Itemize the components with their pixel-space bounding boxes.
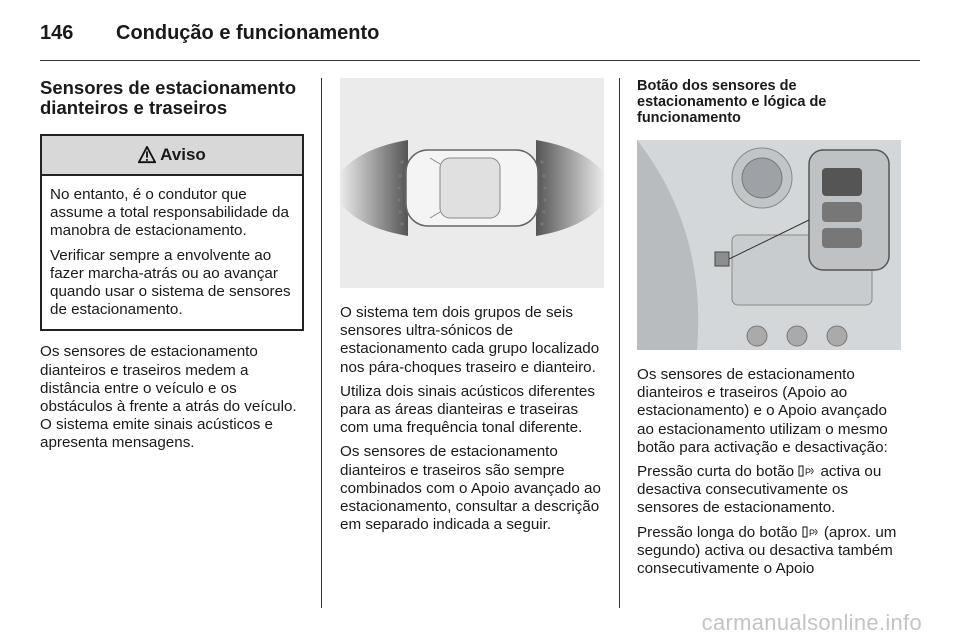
header-rule (40, 60, 920, 61)
watermark: carmanualsonline.info (701, 610, 922, 635)
svg-text:P: P (805, 467, 812, 478)
paragraph-text: Pressão curta do botão (637, 463, 799, 481)
body-paragraph (637, 524, 901, 579)
body-paragraph: O sistema tem dois grupos de seis sensores ultra-sónicos de estacionamento cada grupo localizado nos pára-choques traseiro e dianteiro. (340, 304, 600, 376)
park-assist-icon (798, 465, 816, 477)
car-sensor-zones-illustration (340, 78, 604, 288)
column-divider-1 (321, 78, 322, 608)
body-paragraph (637, 463, 901, 518)
warning-paragraph: No entanto, é o condutor que assume a total responsabilidade da manobra de estacionamento. (50, 186, 289, 240)
warning-header (42, 136, 302, 176)
warning-box (40, 134, 304, 331)
body-paragraph: Os sensores de estacionamento dianteiros e traseiros são sempre combinados com o Apoio avançado ao estacionamento, consultar a descrição em separado indicada a seguir. (340, 443, 601, 534)
column-divider-2 (619, 78, 620, 608)
warning-label: Aviso (160, 145, 206, 164)
paragraph-text: activa ou desactiva consecutivamente os sensores de estacionamento. (637, 463, 882, 517)
column-1 (40, 78, 304, 459)
paragraph-text: Pressão longa do botão (637, 523, 802, 541)
column-2 (340, 78, 604, 540)
dashboard-button-illustration (637, 140, 901, 350)
warning-paragraph: Verificar sempre a envolvente ao fazer marcha-atrás ou ao avançar quando usar o sistema de sensores de estacionamento. (50, 246, 291, 319)
park-assist-icon (802, 526, 820, 538)
svg-text:P: P (808, 527, 815, 538)
page-number: 146 (40, 22, 74, 44)
warning-body (42, 176, 302, 329)
chapter-title: Condução e funcionamento (116, 22, 380, 44)
body-paragraph: Os sensores de estacionamento dianteiros e traseiros (Apoio ao estacionamento) e o Apoio avançado ao estacionamento utilizam o mesmo botão para activação e desactivação: (637, 366, 888, 456)
section-title: Sensores de estacionamento dianteiros e traseiros (40, 77, 297, 118)
page-header (40, 18, 920, 58)
column-3 (637, 78, 901, 584)
body-paragraph: Utiliza dois sinais acústicos diferentes para as áreas dianteiras e traseiras com uma frequência tonal diferente. (340, 382, 595, 437)
subsection-title: Botão dos sensores de estacionamento e lógica de funcionamento (637, 78, 827, 126)
warning-triangle-icon (138, 146, 156, 164)
body-paragraph: Os sensores de estacionamento dianteiros e traseiros medem a distância entre o veículo e os obstáculos à frente a atrás do veículo. O sistema emite sinais acústicos e apresenta mensagens. (40, 343, 297, 452)
paragraph-text: (aprox. um segundo) activa ou desactiva também consecutivamente o Apoio (637, 523, 897, 578)
